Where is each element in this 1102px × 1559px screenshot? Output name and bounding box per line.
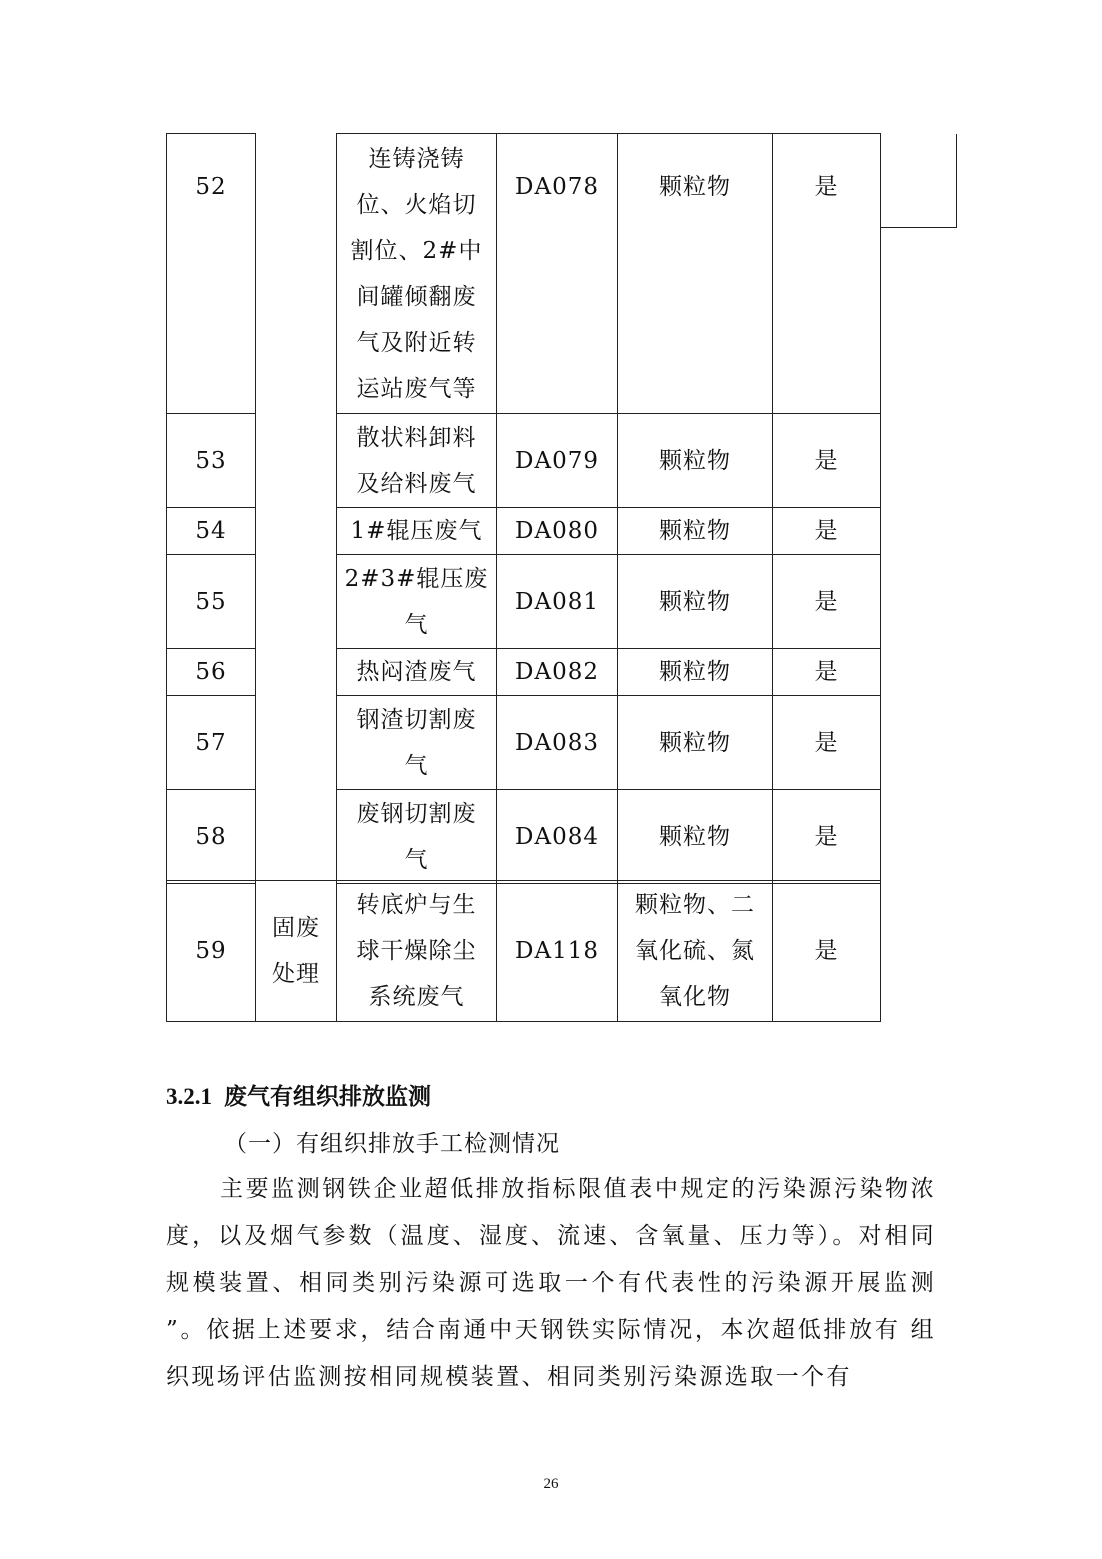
section-title: 废气有组织排放监测 <box>224 1084 431 1110</box>
compliance-flag: 是 <box>773 508 881 555</box>
row-number: 54 <box>167 508 256 555</box>
source-line: 气及附近转 <box>356 329 477 356</box>
source-line: 系统废气 <box>368 984 465 1010</box>
pollutant: 颗粒物 <box>618 696 773 790</box>
source-line: 1#辊压废气 <box>350 518 483 544</box>
pollutant-line: 氧化硫、氮 <box>635 938 755 964</box>
pollutant: 颗粒物 <box>618 134 773 414</box>
source-line: 转底炉与生 <box>356 892 477 918</box>
compliance-flag: 是 <box>773 790 881 884</box>
compliance-flag: 是 <box>773 649 881 696</box>
source-line: 连铸浇铸 <box>368 145 465 172</box>
row-number: 56 <box>167 649 256 696</box>
source-description <box>337 508 497 555</box>
compliance-flag: 是 <box>773 696 881 790</box>
extra-cell <box>881 414 957 884</box>
source-line: 间罐倾翻废 <box>356 283 477 310</box>
row-number: 52 <box>167 134 256 414</box>
compliance-flag: 是 <box>773 134 881 414</box>
source-line: 热闷渣废气 <box>356 659 477 685</box>
pollutant: 颗粒物 <box>618 649 773 696</box>
source-description <box>337 790 497 884</box>
source-description <box>337 555 497 649</box>
body-paragraph: 主要监测钢铁企业超低排放指标限值表中规定的污染源污染物浓度，以及烟气参数（温度、湿度、流速、含氧量、压力等）。对相同规模装置、相同类别污染源可选取一个有代表性的污染源开展监测 ”。依据上述要求，结合南通中天钢铁实际情况，本次超低排放有 组织现场评估监测按相同规模装置、相同类别污染源选取一个有 <box>166 1176 936 1390</box>
source-line: 球干燥除尘 <box>356 938 477 964</box>
outlet-code: DA083 <box>497 696 618 790</box>
outlet-code: DA079 <box>497 414 618 508</box>
pollutant: 颗粒物 <box>618 790 773 884</box>
source-description <box>337 696 497 790</box>
source-line: 气 <box>404 846 429 873</box>
source-line: 钢渣切割废 <box>356 706 477 733</box>
extra-cell <box>881 228 957 414</box>
source-line: 位、火焰切 <box>356 191 477 218</box>
process-line: 处理 <box>272 961 320 987</box>
source-description <box>337 414 497 508</box>
row-number: 58 <box>167 790 256 884</box>
section-number: 3.2.1 <box>166 1084 212 1109</box>
extra-cell <box>881 881 957 1022</box>
outlet-code: DA080 <box>497 508 618 555</box>
emission-source-table <box>166 133 957 884</box>
source-description <box>337 649 497 696</box>
source-line: 气 <box>404 611 429 638</box>
pollutant-line: 颗粒物、二 <box>635 892 755 918</box>
compliance-flag: 是 <box>773 414 881 508</box>
row-number: 53 <box>167 414 256 508</box>
source-line: 气 <box>404 752 429 779</box>
pollutant: 颗粒物 <box>618 414 773 508</box>
extra-cell <box>881 134 957 228</box>
compliance-flag: 是 <box>773 881 881 1022</box>
source-description <box>337 881 497 1022</box>
pollutant: 颗粒物 <box>618 555 773 649</box>
outlet-code: DA081 <box>497 555 618 649</box>
emission-source-table-last-row <box>166 880 957 1022</box>
process-line: 固废 <box>272 915 320 941</box>
page-number: 26 <box>543 1476 559 1492</box>
pollutant-line: 氧化物 <box>659 984 731 1010</box>
source-line: 废钢切割废 <box>356 800 477 827</box>
compliance-flag: 是 <box>773 555 881 649</box>
row-number: 59 <box>167 881 256 1022</box>
pollutant <box>618 881 773 1022</box>
row-number: 57 <box>167 696 256 790</box>
source-line: 散状料卸料 <box>356 424 477 451</box>
source-line: 2#3#辊压废 <box>344 565 489 592</box>
outlet-code: DA084 <box>497 790 618 884</box>
outlet-code: DA082 <box>497 649 618 696</box>
process-category-cell <box>256 134 337 884</box>
source-line: 运站废气等 <box>356 375 477 402</box>
section-heading <box>166 1078 431 1111</box>
process-category <box>256 881 337 1022</box>
row-number: 55 <box>167 555 256 649</box>
pollutant: 颗粒物 <box>618 508 773 555</box>
outlet-code: DA118 <box>497 881 618 1022</box>
source-description <box>337 134 497 414</box>
source-line: 割位、2#中 <box>350 237 483 264</box>
subheading: （一）有组织排放手工检测情况 <box>224 1131 560 1157</box>
outlet-code: DA078 <box>497 134 618 414</box>
source-line: 及给料废气 <box>356 470 477 497</box>
